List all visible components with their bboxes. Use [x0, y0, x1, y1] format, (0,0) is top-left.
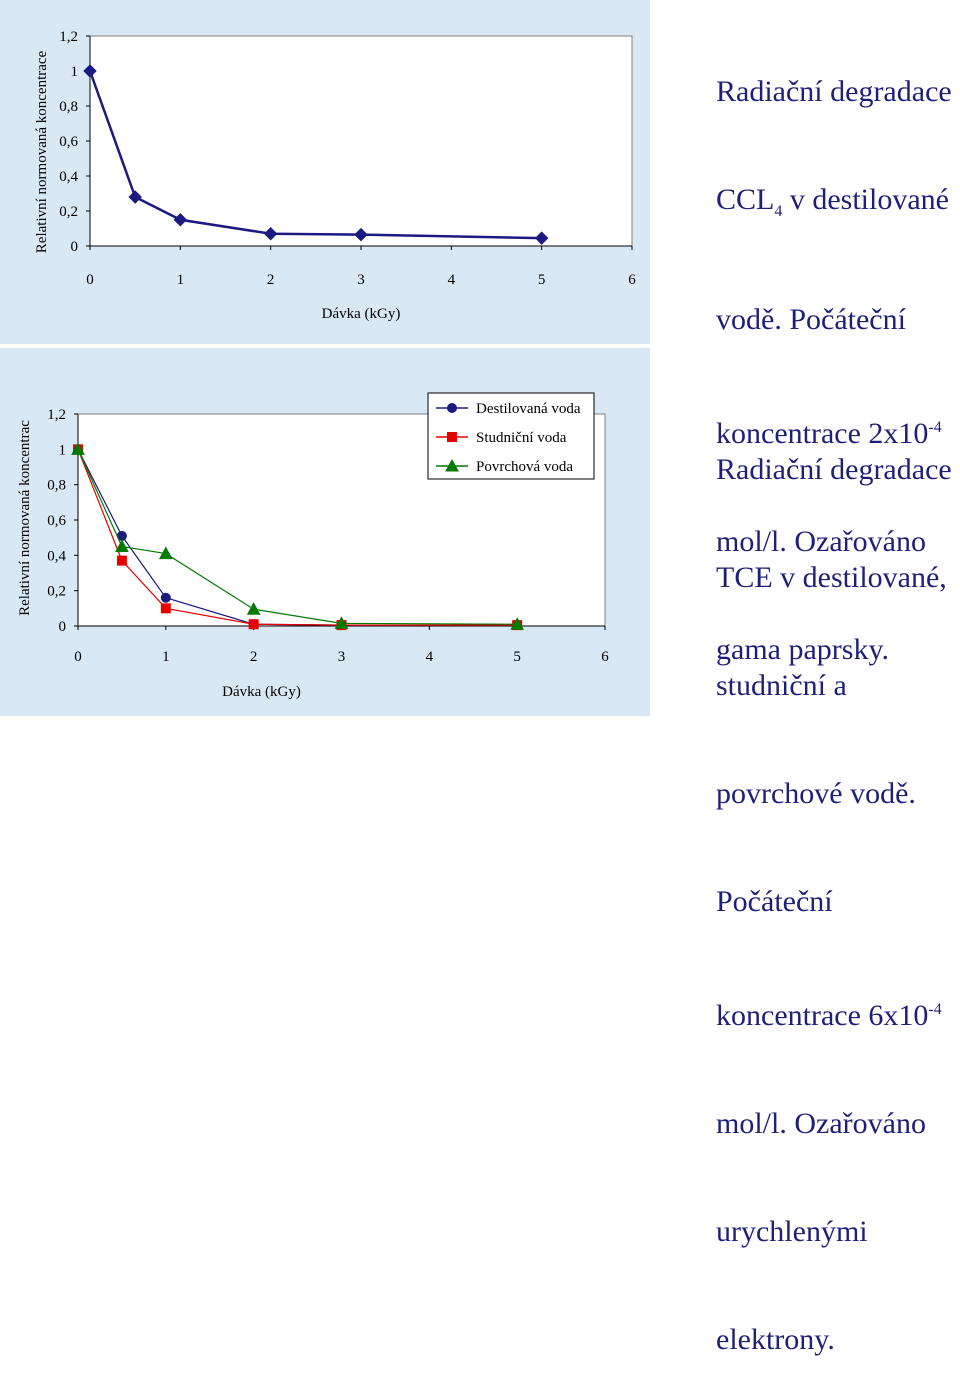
caption-text: CCL	[716, 183, 775, 216]
data-point	[249, 620, 258, 629]
data-point	[161, 593, 170, 602]
x-tick-label: 1	[176, 272, 185, 288]
chart-panel-tce	[0, 348, 650, 716]
x-tick-label: 1	[162, 649, 170, 665]
y-tick-label: 0,2	[47, 583, 66, 600]
caption-line: Počáteční	[716, 885, 833, 918]
caption-superscript: -4	[928, 1001, 942, 1018]
caption-line: gama paprsky.	[716, 633, 889, 666]
y-tick-label: 0	[58, 619, 66, 635]
caption-line: elektrony.	[716, 1323, 835, 1356]
x-tick-label: 6	[628, 272, 636, 288]
caption-text: koncentrace 6x10	[716, 999, 929, 1032]
x-tick-label: 4	[425, 649, 434, 665]
x-tick-label: 5	[537, 272, 546, 288]
legend-marker	[448, 433, 457, 442]
x-tick-label: 4	[447, 272, 456, 288]
caption-line: mol/l. Ozařováno	[716, 525, 926, 558]
legend-label: Destilovaná voda	[476, 401, 581, 417]
caption-line: urychlenými	[716, 1215, 868, 1248]
caption-tce	[716, 380, 960, 1394]
caption-subscript: 4	[774, 203, 783, 220]
caption-line: povrchové vodě.	[716, 777, 916, 810]
y-tick-label: 1,2	[59, 29, 78, 45]
legend-marker	[448, 404, 457, 413]
x-tick-label: 3	[337, 649, 346, 665]
y-tick-label: 1	[58, 442, 66, 459]
x-tick-label: 3	[357, 272, 365, 288]
caption-line	[716, 182, 960, 230]
y-axis-label: Relativní normovaná koncentrace	[34, 50, 50, 254]
x-axis-label: Dávka (kGy)	[222, 684, 301, 700]
y-tick-label: 0,6	[47, 513, 66, 529]
x-axis-label: Dávka (kGy)	[321, 306, 401, 322]
chart-panel-ccl4	[0, 0, 650, 344]
y-tick-label: 0,8	[47, 477, 66, 494]
y-tick-label: 1,2	[47, 407, 66, 423]
x-tick-label: 0	[86, 272, 94, 288]
y-tick-label: 0	[70, 239, 78, 255]
y-tick-label: 0,8	[59, 99, 78, 115]
x-tick-label: 5	[513, 649, 521, 665]
x-tick-label: 6	[601, 649, 609, 665]
chart-ccl4	[0, 0, 650, 344]
data-point	[161, 604, 170, 613]
caption-text: koncentrace 2x10	[716, 417, 929, 450]
x-tick-label: 0	[74, 649, 82, 665]
caption-text: v destilované	[782, 183, 949, 216]
caption-line	[716, 992, 960, 1034]
y-tick-label: 0,2	[59, 204, 78, 220]
caption-line: vodě. Počáteční	[716, 303, 906, 336]
y-tick-label: 0,4	[59, 169, 78, 185]
x-tick-label: 2	[249, 649, 258, 665]
caption-line: mol/l. Ozařováno	[716, 1107, 926, 1140]
caption-line: Radiační degradace	[716, 453, 952, 486]
x-tick-label: 2	[266, 272, 275, 288]
y-tick-label: 1	[70, 64, 78, 80]
caption-line: TCE v destilované,	[716, 561, 947, 594]
y-tick-label: 0,4	[47, 548, 66, 565]
y-tick-label: 0,6	[59, 134, 78, 150]
chart-tce	[0, 348, 650, 716]
y-axis-label: Relativní normovaná koncentrac	[17, 420, 33, 616]
caption-line: studniční a	[716, 669, 847, 702]
legend-label: Povrchová voda	[476, 459, 574, 475]
caption-superscript: -4	[928, 419, 942, 436]
data-point	[117, 556, 126, 565]
legend-label: Studniční voda	[476, 430, 567, 446]
caption-line: Radiační degradace	[716, 75, 952, 108]
